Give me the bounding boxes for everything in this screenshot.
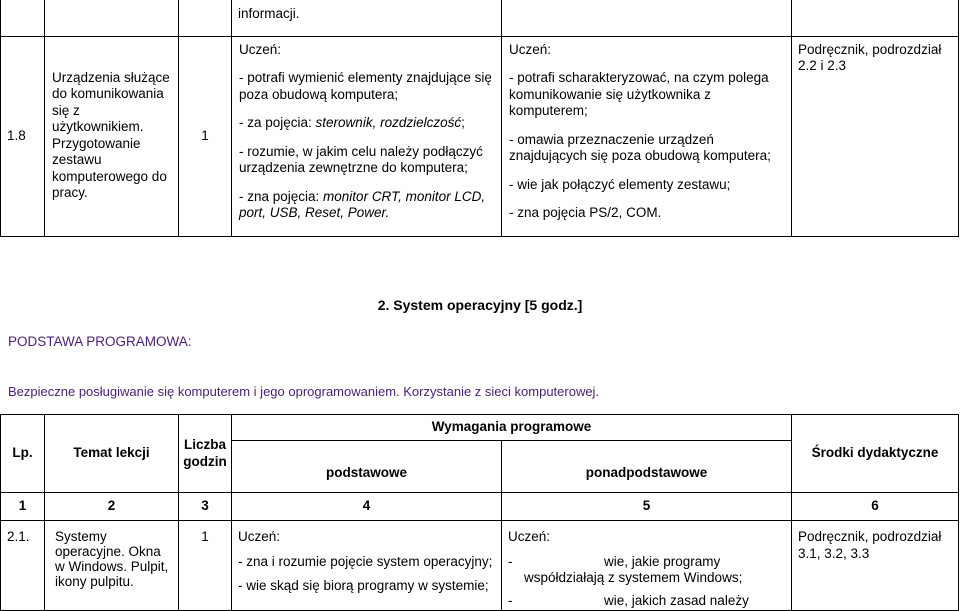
advanced-item: - potrafi scharakteryzować, na czym polega komunikowanie się użytkownika z komputerem; — [509, 70, 769, 118]
advanced-item: - omawia przeznaczenie urządzeń znajdujących się poza obudową komputera; — [509, 131, 771, 163]
advanced-heading: Uczeń: — [509, 41, 552, 57]
advanced-item: - wie, jakich zasad należy — [508, 592, 749, 608]
column-number: 3 — [201, 498, 209, 514]
column-number: 1 — [18, 498, 27, 514]
advanced-requirements — [502, 521, 791, 609]
row-lp: 2.1. — [7, 529, 30, 544]
row-lp: 1.8 — [7, 127, 26, 143]
header-row — [1, 415, 959, 441]
continued-row — [1, 0, 959, 36]
advanced-item: - zna pojęcia PS/2, COM. — [509, 205, 662, 220]
row-topic: Systemy operacyjne. Okna w Windows. Pulpit, ikony pulpitu. — [55, 529, 169, 589]
basic-requirements — [232, 37, 501, 222]
basic-item: - zna i rozumie pojęcie system operacyjny; — [238, 553, 493, 569]
table-row — [1, 521, 959, 611]
basic-requirements — [232, 521, 501, 595]
lesson-plan-table — [0, 414, 959, 611]
advanced-item: - wie jak połączyć elementy zestawu; — [509, 176, 731, 192]
advanced-item: - wie, jakie programy współdziałają z systemem Windows; — [508, 553, 743, 585]
column-number: 2 — [107, 498, 116, 514]
column-number: 4 — [362, 498, 371, 514]
continued-text: informacji. — [238, 6, 300, 21]
header-lp: Lp. — [12, 445, 33, 461]
row-resources: Podręcznik, podrozdział 2.2 i 2.3 — [798, 41, 942, 73]
header-hours: Liczba godzin — [183, 437, 227, 469]
podstawa-label: PODSTAWA PROGRAMOWA: — [8, 334, 192, 349]
basic-heading: Uczeń: — [239, 41, 282, 57]
header-topic: Temat lekcji — [73, 445, 150, 461]
section-title: 2. System operacyjny [5 godz.] — [377, 297, 583, 313]
column-number: 5 — [642, 498, 651, 514]
column-number: 6 — [871, 498, 879, 514]
row-topic: Urządzenia służące do komunikowania się z użytkownikiem. Przygotowanie zestawu komputerowego do pracy. — [52, 69, 170, 200]
header-resources: Środki dydaktyczne — [811, 445, 939, 461]
header-requirements: Wymagania programowe — [431, 419, 592, 435]
table-row — [1, 36, 959, 236]
header-advanced: ponadpodstawowe — [585, 465, 708, 481]
row-hours: 1 — [201, 529, 209, 544]
podstawa-text: Bezpieczne posługiwanie się komputerem i jego oprogramowaniem. Korzystanie z sieci komputerowej. — [8, 384, 600, 399]
advanced-heading: Uczeń: — [508, 529, 551, 544]
basic-item: - potrafi wymienić elementy znajdujące się poza obudową komputera; — [239, 70, 492, 102]
header-basic: podstawowe — [325, 465, 407, 481]
advanced-requirements — [502, 37, 791, 222]
row-resources: Podręcznik, podrozdział 3.1, 3.2, 3.3 — [798, 529, 942, 561]
column-number-row — [1, 493, 959, 521]
basic-item: - zna pojęcia: monitor CRT, monitor LCD, port, USB, Reset, Power. — [239, 188, 486, 220]
basic-item: - wie skąd się biorą programy w systemie; — [238, 578, 489, 593]
basic-heading: Uczeń: — [238, 529, 281, 544]
row-hours: 1 — [201, 127, 209, 143]
basic-item: - za pojęcia: sterownik, rozdzielczość; — [239, 115, 465, 130]
previous-section-table — [0, 0, 959, 237]
basic-item: - rozumie, w jakim celu należy podłączyć urządzenia zewnętrzne do komputera; — [239, 143, 483, 175]
